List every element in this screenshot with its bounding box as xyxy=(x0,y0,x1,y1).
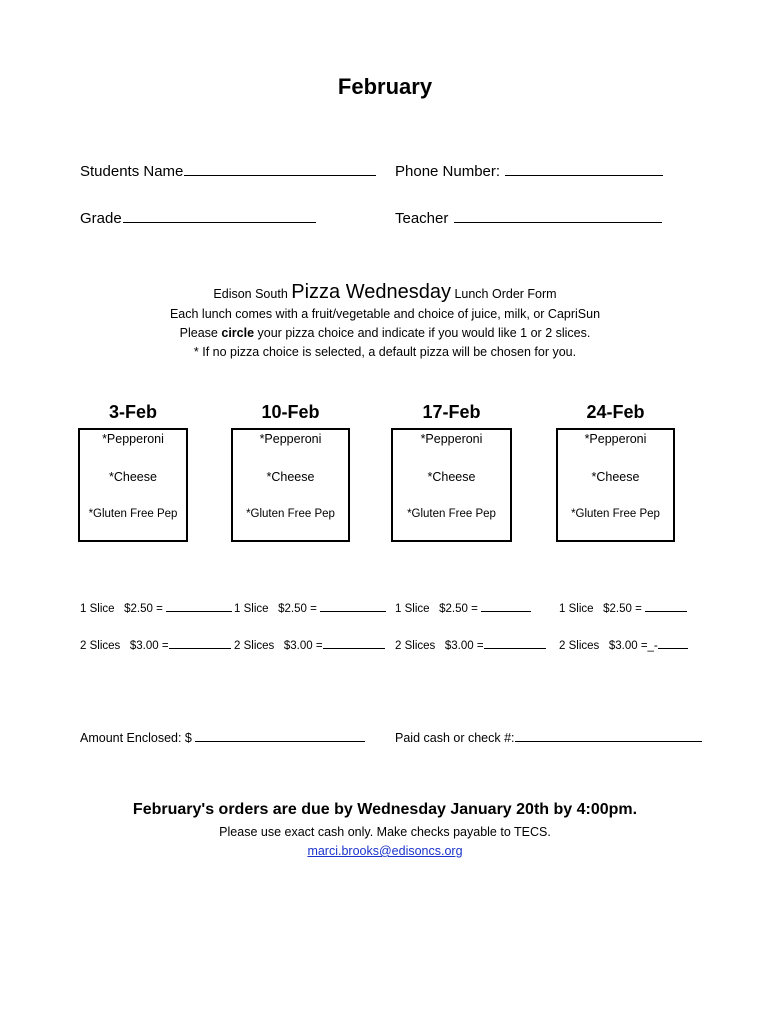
one-slice-field[interactable] xyxy=(234,601,386,615)
student-name-line[interactable] xyxy=(184,162,376,176)
program-name: Pizza Wednesday xyxy=(291,281,451,303)
paid-field[interactable] xyxy=(395,731,702,745)
intro-line-3: * If no pizza choice is selected, a default pizza will be chosen for you. xyxy=(193,345,577,359)
one-slice-field[interactable] xyxy=(559,601,687,615)
one-slice-line[interactable] xyxy=(645,601,687,612)
intro-line-2-pre: Please xyxy=(179,326,218,340)
intro-line-2-bold: circle xyxy=(221,326,255,340)
paid-line[interactable] xyxy=(515,731,702,742)
intro-line-2 xyxy=(0,326,770,340)
two-slices-label: 2 Slices $3.00 = xyxy=(234,640,323,652)
grade-line[interactable] xyxy=(123,209,316,223)
option-cheese[interactable]: *Cheese xyxy=(266,470,315,484)
two-slices-line[interactable] xyxy=(658,638,688,649)
two-slices-field[interactable] xyxy=(80,638,231,652)
grade-field[interactable] xyxy=(80,209,316,227)
two-slices-label: 2 Slices $3.00 =_- xyxy=(559,640,658,652)
payment-note: Please use exact cash only. Make checks payable to TECS. xyxy=(219,825,551,839)
two-slices-field[interactable] xyxy=(559,638,688,652)
school-name: Edison South xyxy=(213,287,288,301)
two-slices-field[interactable] xyxy=(395,638,546,652)
phone-line[interactable] xyxy=(505,162,663,176)
form-heading xyxy=(0,281,770,304)
option-cheese[interactable]: *Cheese xyxy=(427,470,476,484)
option-gluten-free[interactable]: *Gluten Free Pep xyxy=(407,508,496,520)
option-pepperoni[interactable]: *Pepperoni xyxy=(584,432,647,446)
one-slice-field[interactable] xyxy=(80,601,232,615)
one-slice-label: 1 Slice $2.50 = xyxy=(559,603,642,615)
one-slice-field[interactable] xyxy=(395,601,531,615)
contact-email-row xyxy=(0,844,770,858)
two-slices-line[interactable] xyxy=(484,638,546,649)
week-date: 3-Feb xyxy=(108,402,157,422)
intro-line-2-post: your pizza choice and indicate if you would like 1 or 2 slices. xyxy=(257,326,591,340)
intro-line-1: Each lunch comes with a fruit/vegetable and choice of juice, milk, or CapriSun xyxy=(169,307,601,321)
one-slice-label: 1 Slice $2.50 = xyxy=(80,603,163,615)
pizza-choice-box[interactable] xyxy=(391,428,512,542)
option-cheese[interactable]: *Cheese xyxy=(591,470,640,484)
two-slices-label: 2 Slices $3.00 = xyxy=(80,640,169,652)
amount-enclosed-field[interactable] xyxy=(80,731,365,745)
phone-label: Phone Number: xyxy=(395,163,501,180)
option-cheese[interactable]: *Cheese xyxy=(109,470,157,484)
one-slice-line[interactable] xyxy=(481,601,531,612)
pizza-choice-box[interactable] xyxy=(556,428,675,542)
pizza-choice-box[interactable] xyxy=(78,428,188,542)
option-gluten-free[interactable]: *Gluten Free Pep xyxy=(571,508,660,520)
pizza-choice-box[interactable] xyxy=(231,428,350,542)
form-name: Lunch Order Form xyxy=(454,287,557,301)
one-slice-line[interactable] xyxy=(320,601,386,612)
two-slices-label: 2 Slices $3.00 = xyxy=(395,640,484,652)
student-name-label: Students Name xyxy=(80,163,184,180)
option-pepperoni[interactable]: *Pepperoni xyxy=(259,432,322,446)
teacher-label: Teacher xyxy=(395,210,449,227)
paid-label: Paid cash or check #: xyxy=(395,731,515,745)
option-gluten-free[interactable]: *Gluten Free Pep xyxy=(88,508,178,520)
week-date: 17-Feb xyxy=(422,402,481,422)
option-gluten-free[interactable]: *Gluten Free Pep xyxy=(246,508,335,520)
option-pepperoni[interactable]: *Pepperoni xyxy=(420,432,483,446)
one-slice-label: 1 Slice $2.50 = xyxy=(395,603,478,615)
phone-field[interactable] xyxy=(395,162,663,180)
two-slices-field[interactable] xyxy=(234,638,385,652)
week-date: 10-Feb xyxy=(261,402,320,422)
amount-enclosed-label: Amount Enclosed: $ xyxy=(80,731,192,745)
option-pepperoni[interactable]: *Pepperoni xyxy=(102,432,164,446)
week-date: 24-Feb xyxy=(586,402,645,422)
grade-label: Grade xyxy=(80,210,122,227)
due-notice: February's orders are due by Wednesday January 20th by 4:00pm. xyxy=(132,801,638,818)
student-name-field[interactable] xyxy=(80,162,376,180)
page-title: February xyxy=(337,74,433,99)
one-slice-label: 1 Slice $2.50 = xyxy=(234,603,317,615)
teacher-line[interactable] xyxy=(454,209,662,223)
amount-enclosed-line[interactable] xyxy=(195,731,365,742)
teacher-field[interactable] xyxy=(395,209,662,227)
two-slices-line[interactable] xyxy=(323,638,385,649)
two-slices-line[interactable] xyxy=(169,638,231,649)
one-slice-line[interactable] xyxy=(166,601,232,612)
contact-email-link[interactable]: marci.brooks@edisoncs.org xyxy=(307,844,463,858)
